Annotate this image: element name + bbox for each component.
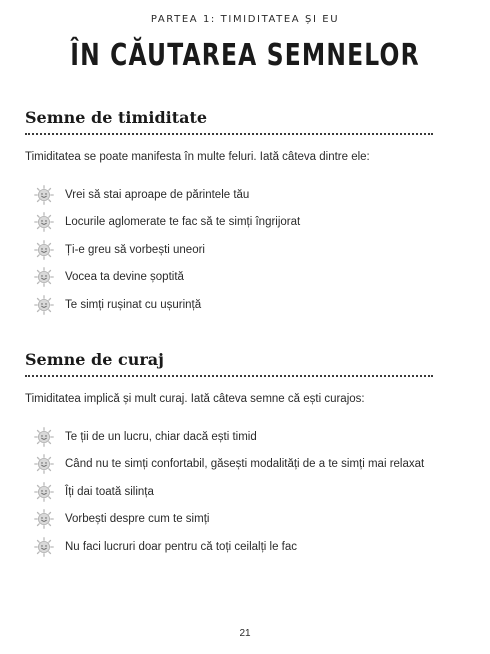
signs-list: [25, 423, 433, 561]
dotted-divider: [25, 375, 433, 377]
signs-list: [25, 181, 433, 319]
chapter-label: PARTEA 1: TIMIDITATEA ȘI EU: [150, 14, 340, 25]
list-item-text: Locurile aglomerate te fac să te simți îngrijorat: [65, 216, 301, 229]
list-item-text: Vorbești despre cum te simți: [65, 513, 210, 526]
list-item: [25, 209, 433, 237]
sun-smiley-icon: [34, 427, 54, 447]
dotted-divider: [25, 133, 433, 135]
list-item-text: Vrei să stai aproape de părintele tău: [65, 188, 250, 201]
list-item: [25, 264, 433, 292]
sun-smiley-icon: [34, 295, 54, 315]
list-item-text: Nu faci lucruri doar pentru că toți ceilalți le fac: [65, 540, 298, 553]
section-heading: Semne de curaj: [25, 350, 164, 369]
sun-smiley-icon: [34, 537, 54, 557]
page-title: ÎN CĂUTAREA SEMNELOR: [70, 38, 420, 73]
section-intro: Timiditatea implică și mult curaj. Iată câteva semne că ești curajos:: [25, 393, 365, 405]
list-item: [25, 451, 433, 479]
list-item-text: Te ții de un lucru, chiar dacă ești timid: [65, 430, 257, 443]
list-item: [25, 506, 433, 534]
sun-smiley-icon: [34, 212, 54, 232]
list-item: [25, 423, 433, 451]
list-item-text: Te simți rușinat cu ușurință: [65, 298, 202, 311]
list-item: [25, 478, 433, 506]
section-intro: Timiditatea se poate manifesta în multe feluri. Iată câteva dintre ele:: [25, 151, 370, 163]
list-item-text: Vocea ta devine șoptită: [65, 271, 184, 284]
list-item-text: Când nu te simți confortabil, găsești modalități de a te simți mai relaxat: [65, 458, 425, 471]
sun-smiley-icon: [34, 509, 54, 529]
list-item: [25, 181, 433, 209]
list-item: [25, 533, 433, 561]
list-item: [25, 291, 433, 319]
sun-smiley-icon: [34, 267, 54, 287]
sun-smiley-icon: [34, 482, 54, 502]
list-item: [25, 236, 433, 264]
section-heading: Semne de timiditate: [25, 108, 208, 127]
section-shyness-signs: [25, 108, 433, 319]
list-item-text: Ți-e greu să vorbești uneori: [65, 243, 205, 256]
list-item-text: Îți dai toată silința: [65, 485, 154, 498]
sun-smiley-icon: [34, 185, 54, 205]
section-courage-signs: [25, 350, 433, 561]
sun-smiley-icon: [34, 454, 54, 474]
sun-smiley-icon: [34, 240, 54, 260]
page-number: 21: [239, 628, 251, 639]
